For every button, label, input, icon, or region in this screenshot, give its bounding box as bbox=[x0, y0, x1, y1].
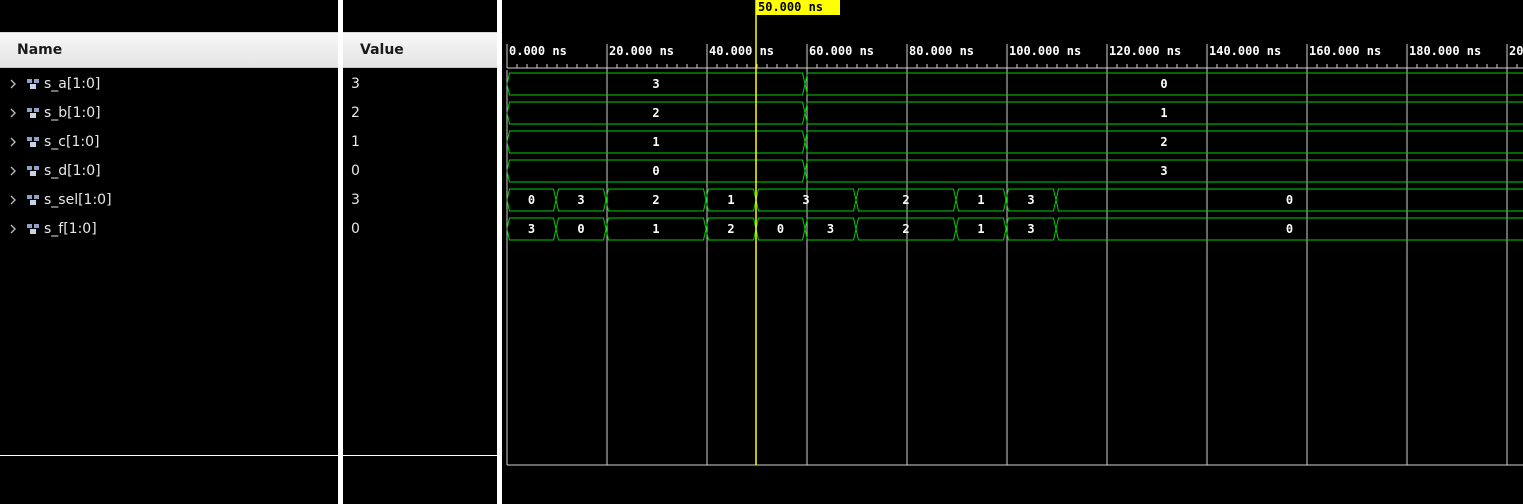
cursor-time-label[interactable]: 50.000 ns bbox=[756, 0, 840, 15]
tick-label: 160.000 ns bbox=[1309, 44, 1382, 58]
bus-value-label: 1 bbox=[727, 193, 735, 207]
bus-value-label: 2 bbox=[652, 106, 660, 120]
tick-label: 180.000 ns bbox=[1409, 44, 1482, 58]
signal-value: 1 bbox=[351, 134, 360, 150]
bus-value-label: 2 bbox=[902, 193, 910, 207]
tick-label: 60.000 ns bbox=[809, 44, 875, 58]
bus-value-label: 1 bbox=[1160, 106, 1168, 120]
bus-value-label: 3 bbox=[652, 77, 660, 91]
signal-name: s_b[1:0] bbox=[44, 105, 101, 121]
bus-value-label: 3 bbox=[802, 193, 810, 207]
signal-name: s_d[1:0] bbox=[44, 163, 101, 179]
bus-value-label: 2 bbox=[727, 222, 735, 236]
bus-value-label: 2 bbox=[1160, 135, 1168, 149]
signal-value: 0 bbox=[351, 221, 360, 237]
bus-value-label: 1 bbox=[652, 135, 660, 149]
bus-value-label: 3 bbox=[1160, 164, 1168, 178]
value-column-header[interactable]: Value bbox=[343, 32, 497, 68]
bus-value-label: 0 bbox=[1285, 222, 1294, 236]
bus-value-label: 0 bbox=[652, 164, 660, 178]
tick-label: 80.000 ns bbox=[909, 44, 975, 58]
signal-name: s_a[1:0] bbox=[44, 76, 101, 92]
bus-value-label: 1 bbox=[977, 193, 985, 207]
bus-value-label: 1 bbox=[652, 222, 660, 236]
tick-label: 20 bbox=[1509, 44, 1523, 58]
bus-value-label: 2 bbox=[652, 193, 660, 207]
signal-name: s_f[1:0] bbox=[44, 221, 97, 237]
tick-label: 0.000 ns bbox=[509, 44, 567, 58]
signal-value: 3 bbox=[351, 76, 360, 92]
signal-value: 3 bbox=[351, 192, 360, 208]
tick-label: 20.000 ns bbox=[609, 44, 675, 58]
bus-value-label: 3 bbox=[527, 222, 536, 236]
bus-value-label: 1 bbox=[977, 222, 985, 236]
bus-value-label: 3 bbox=[577, 193, 585, 207]
tick-label: 40.000 ns bbox=[709, 44, 775, 58]
bus-value-label: 2 bbox=[902, 222, 910, 236]
tick-label: 120.000 ns bbox=[1109, 44, 1182, 58]
tick-label: 100.000 ns bbox=[1009, 44, 1082, 58]
signal-value: 0 bbox=[351, 163, 360, 179]
tick-label: 140.000 ns bbox=[1209, 44, 1282, 58]
bus-value-label: 3 bbox=[1027, 222, 1035, 236]
signal-name: s_sel[1:0] bbox=[44, 192, 112, 208]
bus-value-label: 0 bbox=[1285, 193, 1294, 207]
name-column-header[interactable]: Name bbox=[0, 32, 338, 68]
bus-value-label: 0 bbox=[527, 193, 536, 207]
bus-value-label: 0 bbox=[776, 222, 785, 236]
bus-value-label: 3 bbox=[1027, 193, 1035, 207]
bus-value-label: 3 bbox=[826, 222, 835, 236]
bus-value-label: 0 bbox=[1160, 77, 1168, 91]
bus-value-label: 0 bbox=[577, 222, 585, 236]
signal-name: s_c[1:0] bbox=[44, 134, 100, 150]
signal-value: 2 bbox=[351, 105, 360, 121]
